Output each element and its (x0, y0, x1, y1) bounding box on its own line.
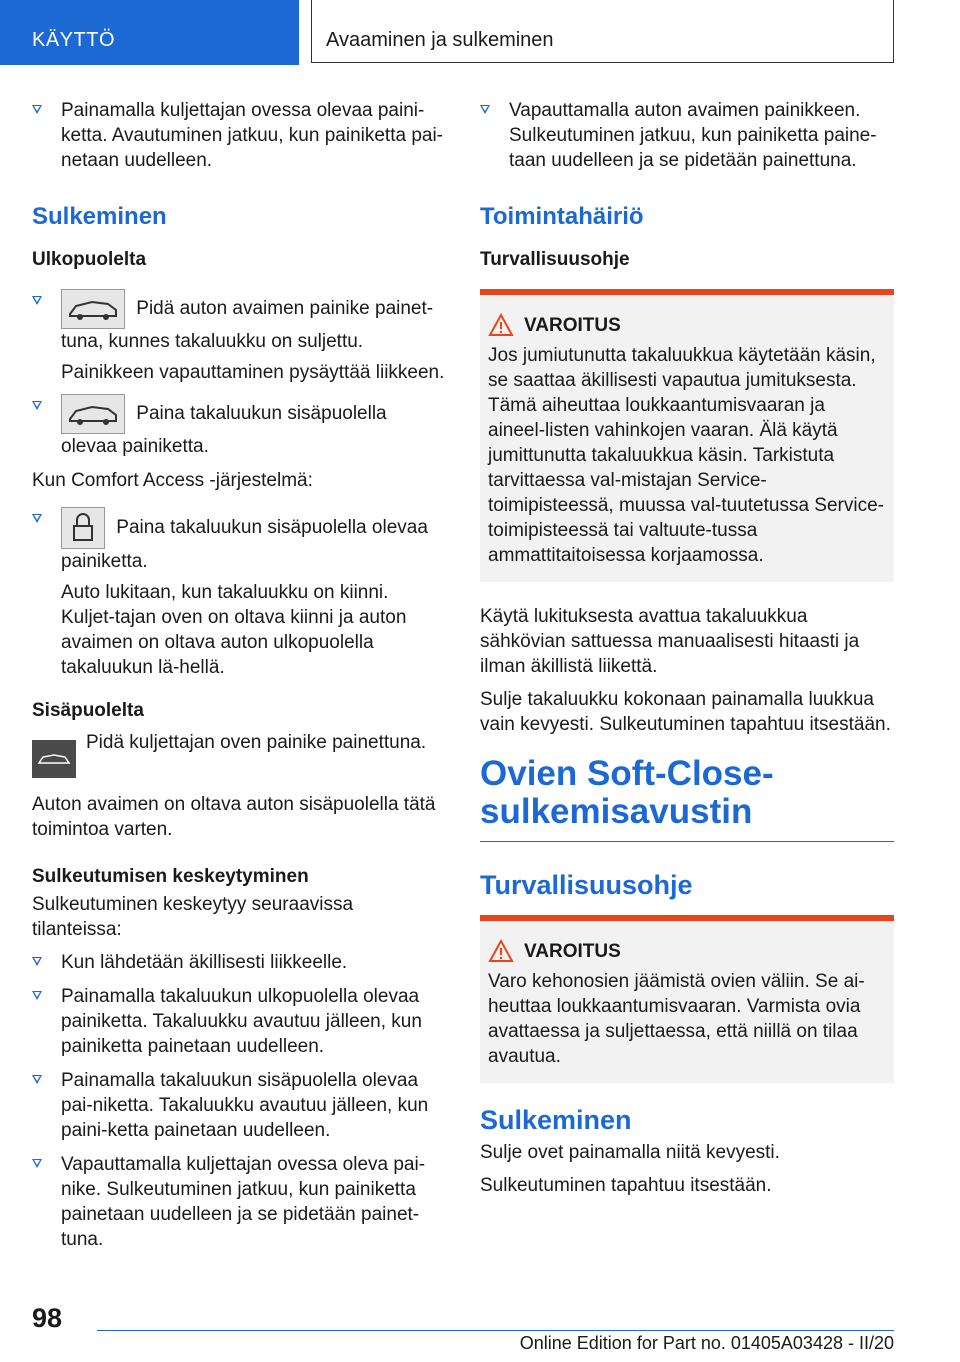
list-item: Pidä auton avaimen painike painet-tuna, kunnes takaluukku on suljettu. Painikkeen vapauttaminen pysäyttää liikkeen. (32, 289, 446, 385)
heading-turvallisuusohje-2: Turvallisuusohje (480, 870, 693, 900)
paragraph: Sulkeutuminen tapahtuu itsestään. (480, 1175, 772, 1196)
heading-sulkeminen: Sulkeminen (32, 203, 167, 230)
chapter-tab (311, 0, 894, 63)
footer-edition: Online Edition for Part no. 01405A03428 - II/20 (519, 1333, 894, 1353)
footer-rule (97, 1330, 894, 1331)
right-column (480, 98, 894, 1206)
warning-icon (488, 313, 514, 343)
section-tab (0, 0, 299, 65)
heading-sulkeminen-2: Sulkeminen (480, 1105, 632, 1135)
paragraph: Sulje ovet painamalla niitä kevyesti. (480, 1142, 780, 1163)
car-trunk-icon (61, 289, 125, 329)
list-item: Vapauttamalla kuljettajan ovessa oleva pai-nike. Sulkeutuminen jatkuu, kun painiketta painetaan uudelleen ja se pidetään painet-tuna. (32, 1152, 446, 1252)
inside-text: Pidä kuljettajan oven painike painettuna. (32, 730, 446, 778)
warning-text: Jos jumiutunutta takaluukkua käytetään käsin, se saattaa äkillisesti vapautua jumituksesta. Tämä aiheuttaa loukkaantumisvaaran ja aineel-listen vahinkojen vaaran. Älä käytä jumittunutta takaluukkua käsin. Tarkistuta tarvittaessa val-mistajan Service-toimipisteessä, muussa val-tuutetussa Service-toimipisteessä tai valtuute-tussa ammattitaitoisessa korjaamossa. (488, 345, 884, 566)
heading-turvallisuusohje: Turvallisuusohje (480, 249, 630, 270)
warning-title: VAROITUS (524, 315, 621, 336)
section-title: KÄYTTÖ (32, 29, 116, 51)
left-column (32, 98, 446, 1261)
keskeytys-intro: Sulkeutuminen keskeytyy seuraavissa tilanteissa: (32, 894, 354, 940)
heading-sisapuolelta: Sisäpuolelta (32, 700, 144, 721)
inside-note: Auton avaimen on oltava auton sisäpuolella tätä toimintoa varten. (32, 794, 436, 840)
warning-box (480, 289, 894, 582)
warning-icon (488, 939, 514, 969)
list-item: Vapauttamalla auton avaimen painikkeen. Sulkeutuminen jatkuu, kun painiketta paine-taan uudelleen ja se pidetään painettuna. (480, 98, 894, 173)
list-item: Painamalla kuljettajan ovessa olevaa paini-ketta. Avautuminen jatkuu, kun painiketta pai-netaan uudelleen. (32, 98, 446, 173)
warning-text: Varo kehonosien jäämistä ovien väliin. Se ai-heuttaa loukkaantumisvaaran. Varmista ovia avattaessa ja suljettaessa, että niillä on tilaa avautua. (488, 971, 865, 1067)
list-item: Paina takaluukun sisäpuolella olevaa painiketta. (32, 394, 446, 459)
list-item: Painamalla takaluukun sisäpuolella olevaa pai-niketta. Takaluukku avautuu jälleen, kun paini-ketta painetaan uudelleen. (32, 1068, 446, 1143)
list-item: Kun lähdetään äkillisesti liikkeelle. (32, 950, 446, 975)
heading-keskeytys: Sulkeutumisen keskeytyminen (32, 866, 309, 887)
title-rule (480, 841, 894, 842)
comfort-access-text: Kun Comfort Access -järjestelmä: (32, 470, 313, 491)
lock-icon (61, 507, 105, 549)
car-key-icon (32, 740, 76, 778)
warning-title: VAROITUS (524, 941, 621, 962)
chapter-title: Avaaminen ja sulkeminen (326, 29, 554, 51)
page-number: 98 (32, 1303, 63, 1333)
paragraph: Sulje takaluukku kokonaan painamalla luukkua vain kevyesti. Sulkeutuminen tapahtuu itsestään. (480, 689, 891, 735)
paragraph: Käytä lukituksesta avattua takaluukkua sähkövian sattuessa manuaalisesti hitaasti ja ilman äkillistä liikettä. (480, 606, 860, 677)
heading-ulkopuolelta: Ulkopuolelta (32, 249, 147, 270)
section-title-soft-close: Ovien Soft-Close- sulkemisavustin (480, 754, 774, 831)
list-item: Painamalla takaluukun ulkopuolella olevaa painiketta. Takaluukku avautuu jälleen, kun painiketta painetaan uudelleen. (32, 984, 446, 1059)
warning-box (480, 915, 894, 1083)
car-trunk-icon (61, 394, 125, 434)
heading-toimintahairio: Toimintahäiriö (480, 203, 644, 230)
list-item: Paina takaluukun sisäpuolella olevaa painiketta. Auto lukitaan, kun takaluukku on kiinni. Kuljet-tajan oven on oltava kiinni ja auton avaimen on oltava auton ulkopuolella takaluukun lä-hellä. (32, 507, 446, 680)
